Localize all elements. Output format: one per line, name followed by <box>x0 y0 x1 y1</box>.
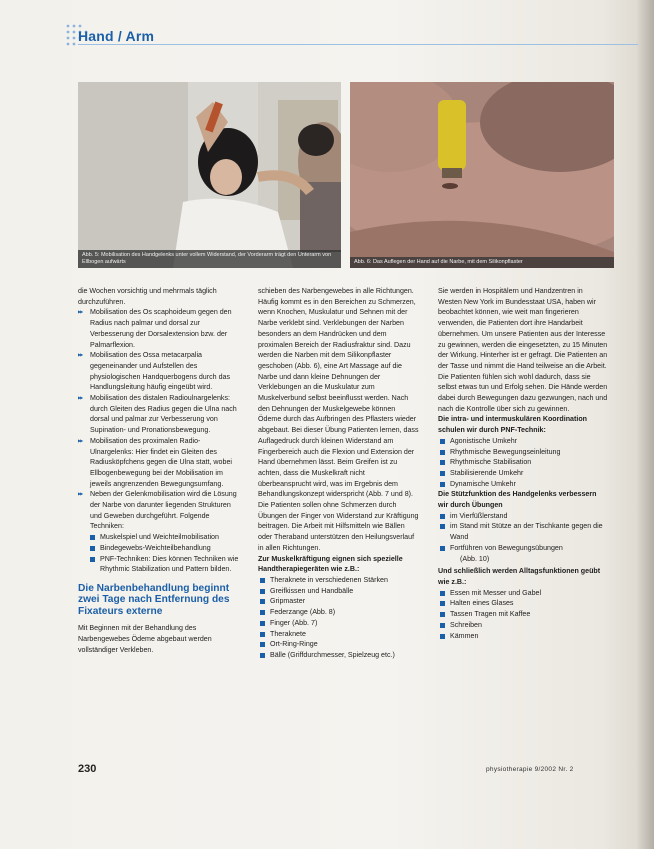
subheading: Zur Muskelkräftigung eignen sich spezielle Handtherapiegeräten wie z.B.: <box>258 554 403 574</box>
list-item: Theraknete in verschiedenen Stärken <box>258 575 420 586</box>
section-title: Hand / Arm <box>78 28 155 44</box>
list-item: Bälle (Griffdurchmesser, Spielzeug etc.) <box>258 650 420 661</box>
paragraph: schieben des Narbengewebes in alle Richtungen. Häufig kommt es in den Bereichen zu Schmerzen, wenn Knochen, Muskulatur und Sehnen mit der Narbe verklebt sind. Verklebungen der Narben besonders an dem Handrücken und dem proximalen Bereich der Radiusfraktur sind. Dazu werden die Narben mit dem Silikonpflaster geschoben (Abb. 6), eine Art Massage auf die Narbe und dann kleine Dehnungen der Verklebungen an die Muskulatur zum Muskelverbund selbst beeinflusst werden. Nach den Dehnungen der Muskelgewebe können Ödeme durch das Aufbringen des Pflasters wieder abgebaut. Bei dieser Übung Patienten lernen, dass Auflagedruck durch kleinen Widerstand am Fingerbereich auch die Flexion und Extension der Hand übernehmen lässt. Beim Greifen ist zu achten, dass die Muskelkraft nicht überbeansprucht wird, was im Ergebnis dem Behandlungskonzept widerspricht (Abb. 7 und 8). Die Patienten sollen ohne Schmerzen durch Übungen der Finger von Widerstand zur Kräftigung beitragen. Die Arbeit mit Hilfsmitteln wie Bällen oder Theraband unterstützen den Heilungsverlauf in allen Richtungen. <box>258 287 419 552</box>
photo-scar-treatment <box>350 82 614 268</box>
list-item: Ort-Ring-Ringe <box>258 639 420 650</box>
list-item: Theraknete <box>258 629 420 640</box>
list-item: Tassen Tragen mit Kaffee <box>438 609 608 620</box>
section-header <box>64 22 264 52</box>
list-item: ▶▶ Mobilisation des Os scaphoideum gegen den Radius nach palmar und dorsal zur Verbesserung der Dorsalextension bzw. der Palmarflexion. <box>78 307 240 350</box>
page-spine-shadow <box>636 0 654 849</box>
subheading: Die intra- und intermuskulären Koordination schulen wir durch PNF-Technik: <box>438 415 587 435</box>
text-column-2 <box>258 286 420 661</box>
list-item: ▶▶ Mobilisation des distalen Radioulnargelenks: durch Gleiten des Radius gegen die Ulna nach dorsal und palmar zur Verbesserung von Supination- und Pronationsbewegung. <box>78 393 240 436</box>
list-item: Greifkissen und Handbälle <box>258 586 420 597</box>
paragraph: Sie werden in Hospitälern und Handzentren in Westen New York im Bundesstaat USA, haben wir beobachtet können, wie weit man fingerieren verwenden, die Patienten dort ihre Handarbeit übernehmen. Um unsere Patienten aus der Interesse zu gewinnen, werden die eingesetzten, zu 15 Minuten der Wirkung. Hinterher ist er gefragt. Die Patienten an der Tasse und nimmt die Hand teilweise an die Arbeit. Die Patienten fühlen sich wohl dadurch, dass sie selbst etwas tun und Erfolg sehen. Die Hände werden dabei durch Bewegungen dazu gezwungen, nach und nach die Kontrolle über sich zu gewinnen. <box>438 287 608 413</box>
list-item: Muskelspiel und Weichteilmobilisation <box>78 532 240 543</box>
list-item: Gripmaster <box>258 596 420 607</box>
list-item: Rhythmische Stabilisation <box>438 457 608 468</box>
text-column-1 <box>78 286 240 656</box>
list-item: Fortführen von Bewegungsübungen <box>438 543 608 554</box>
text-column-3 <box>438 286 608 641</box>
square-list <box>438 436 608 490</box>
list-item: Stabilisierende Umkehr <box>438 468 608 479</box>
square-list <box>258 575 420 661</box>
paragraph: die Wochen vorsichtig und mehrmals täglich durchzuführen. <box>78 287 217 306</box>
list-item: Rhythmische Bewegungseinleitung <box>438 447 608 458</box>
arrow-list <box>78 307 240 575</box>
photo-caption: Abb. 6: Das Auflegen der Hand auf die Narbe, mit dem Silikonpflaster <box>350 257 614 268</box>
list-item: Bindegewebs-Weichteilbehandlung <box>78 543 240 554</box>
header-rule <box>78 44 638 45</box>
list-item: im Vierfüßlerstand <box>438 511 608 522</box>
list-item: Halten eines Glases <box>438 598 608 609</box>
photo-caption: Abb. 5: Mobilisation des Handgelenks unter vollem Widerstand, der Vorderarm trägt den Unterarm von Ellbogen aufwärts <box>78 250 341 268</box>
list-item: Finger (Abb. 7) <box>258 618 420 629</box>
list-item: Schreiben <box>438 620 608 631</box>
list-item: Essen mit Messer und Gabel <box>438 588 608 599</box>
subheading: Und schließlich werden Alltagsfunktionen geübt wie z.B.: <box>438 567 601 586</box>
list-item: Agonistische Umkehr <box>438 436 608 447</box>
list-item: PNF-Techniken: Dies können Techniken wie Rhythmic Stabilization und Pattern bilden. <box>78 554 240 575</box>
photo-scene <box>350 82 614 268</box>
list-item: Federzange (Abb. 8) <box>258 607 420 618</box>
list-item: Dynamische Umkehr <box>438 479 608 490</box>
journal-reference: physiotherapie 9/2002 Nr. 2 <box>486 766 574 773</box>
list-item: (Abb. 10) <box>460 554 490 563</box>
list-item: ▶▶ Mobilisation des Ossa metacarpalia gegeneinander und Aufstellen des physiologischen Handquerbogens durch das Handlungsleitung häufig eingeübt wird. <box>78 350 240 393</box>
list-item: ▶▶ Neben der Gelenkmobilisation wird die Lösung der Narbe von darunter liegenden Strukturen und Geweben durchgeführt. Folgende Techniken: <box>78 489 240 532</box>
photo-scene <box>78 82 341 268</box>
list-item: Kämmen <box>438 631 608 642</box>
square-list <box>438 511 608 565</box>
subheading: Die Stützfunktion des Handgelenks verbessern wir durch Übungen <box>438 490 597 510</box>
paragraph: Mit Beginnen mit der Behandlung des Narbengewebes Ödeme abgebaut werden vollständiger Verkleben. <box>78 624 212 654</box>
square-list <box>438 588 608 642</box>
section-heading: Die Narbenbehandlung beginnt zwei Tage nach Entfernung des Fixateurs externe <box>78 582 230 617</box>
list-item: im Stand mit Stütze an der Tischkante gegen die Wand <box>438 521 608 542</box>
photo-therapy-session <box>78 82 341 268</box>
page-number: 230 <box>78 763 97 775</box>
list-item: ▶▶ Mobilisation des proximalen Radio-Ulnargelenks: Hier findet ein Gleiten des Radiusköpfchens gegen die Ulna statt, wobei Ellbogenbewegung bei der Mobilisation im jeweils angrenzenden Bewegungsumfang. <box>78 436 240 490</box>
